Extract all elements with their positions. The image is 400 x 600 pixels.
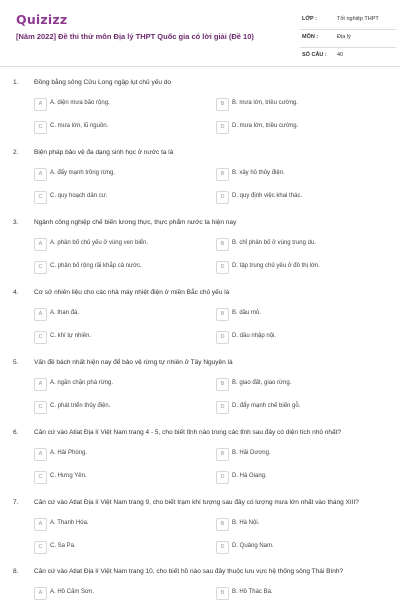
option-text: D. tập trung chủ yếu ở đô thị lớn. bbox=[232, 263, 320, 269]
option-letter-box: A bbox=[34, 587, 47, 600]
option-a[interactable] bbox=[34, 448, 204, 461]
option-b[interactable] bbox=[216, 448, 386, 461]
option-b[interactable] bbox=[216, 378, 386, 391]
option-text: B. mưa lớn, triều cường. bbox=[232, 100, 298, 106]
option-b[interactable] bbox=[216, 518, 386, 531]
option-letter-box: C bbox=[34, 541, 47, 554]
option-letter-box: D bbox=[216, 121, 229, 134]
option-letter-box: B bbox=[216, 98, 229, 111]
option-letter-box: B bbox=[216, 378, 229, 391]
option-b[interactable] bbox=[216, 587, 386, 600]
option-text: D. Hà Giang. bbox=[232, 473, 267, 479]
question-number: 3. bbox=[13, 219, 19, 226]
option-a[interactable] bbox=[34, 378, 204, 391]
option-text: C. mưa lớn, lũ nguồn. bbox=[50, 123, 109, 129]
option-text: A. Hồ Cấm Sơn. bbox=[50, 589, 94, 595]
option-text: B. Hà Nội. bbox=[232, 520, 260, 526]
question-number: 5. bbox=[13, 359, 19, 366]
meta-row-subject bbox=[300, 30, 396, 48]
option-a[interactable] bbox=[34, 168, 204, 181]
question-item bbox=[0, 149, 400, 219]
option-letter-box: B bbox=[216, 518, 229, 531]
option-text: D. đẩy mạnh chế biến gỗ. bbox=[232, 403, 301, 409]
option-a[interactable] bbox=[34, 98, 204, 111]
option-letter-box: C bbox=[34, 331, 47, 344]
option-text: A. diện mưa bão rộng. bbox=[50, 100, 110, 106]
option-d[interactable] bbox=[216, 541, 386, 554]
question-number: 4. bbox=[13, 289, 19, 296]
option-c[interactable] bbox=[34, 261, 204, 274]
option-d[interactable] bbox=[216, 471, 386, 484]
option-text: B. giao đất, giao rừng. bbox=[232, 380, 292, 386]
question-text: Căn cứ vào Atlat Địa lí Việt Nam trang 10, cho biết hồ nào sau đây thuộc lưu vực hệ thống sông Thái Bình? bbox=[34, 568, 344, 575]
option-text: D. dầu nhập nội. bbox=[232, 333, 277, 339]
option-d[interactable] bbox=[216, 261, 386, 274]
option-letter-box: A bbox=[34, 308, 47, 321]
option-letter-box: A bbox=[34, 98, 47, 111]
option-letter-box: B bbox=[216, 238, 229, 251]
option-letter-box: D bbox=[216, 191, 229, 204]
option-text: D. mưa lớn, triều cường. bbox=[232, 123, 299, 129]
question-number: 2. bbox=[13, 149, 19, 156]
page-header bbox=[0, 0, 400, 66]
option-c[interactable] bbox=[34, 541, 204, 554]
question-text: Đồng bằng sông Cửu Long ngập lụt chủ yếu do bbox=[34, 79, 171, 86]
option-text: A. đẩy mạnh trồng rừng. bbox=[50, 170, 116, 176]
option-letter-box: B bbox=[216, 308, 229, 321]
question-item bbox=[0, 429, 400, 499]
question-item bbox=[0, 289, 400, 359]
option-d[interactable] bbox=[216, 121, 386, 134]
option-text: C. Hưng Yên. bbox=[50, 473, 87, 479]
option-text: C. quy hoạch dân cư. bbox=[50, 193, 108, 199]
option-letter-box: A bbox=[34, 168, 47, 181]
option-letter-box: C bbox=[34, 121, 47, 134]
meta-label: MÔN : bbox=[302, 34, 319, 40]
question-item bbox=[0, 359, 400, 429]
question-text: Biện pháp bảo vệ đa dạng sinh học ở nước ta là bbox=[34, 149, 174, 156]
meta-value: 40 bbox=[337, 52, 344, 58]
option-text: A. Hải Phòng. bbox=[50, 450, 88, 456]
option-text: C. phân bố rộng rãi khắp cả nước. bbox=[50, 263, 142, 269]
question-number: 7. bbox=[13, 499, 19, 506]
header-divider bbox=[0, 66, 400, 67]
option-a[interactable] bbox=[34, 238, 204, 251]
option-b[interactable] bbox=[216, 168, 386, 181]
option-letter-box: C bbox=[34, 471, 47, 484]
option-text: D. quy định việc khai thác. bbox=[232, 193, 303, 199]
question-item bbox=[0, 219, 400, 289]
quizizz-logo: Quizizz bbox=[16, 12, 68, 27]
option-c[interactable] bbox=[34, 471, 204, 484]
question-text: Cơ sở nhiên liệu cho các nhà máy nhiệt điện ở miền Bắc chủ yếu là bbox=[34, 289, 230, 296]
question-text: Căn cứ vào Atlat Địa lí Việt Nam trang 4 - 5, cho biết tỉnh nào trong các tỉnh sau đây có diện tích nhỏ nhất? bbox=[34, 429, 342, 436]
option-letter-box: D bbox=[216, 401, 229, 414]
question-item bbox=[0, 79, 400, 149]
option-letter-box: A bbox=[34, 378, 47, 391]
option-letter-box: C bbox=[34, 261, 47, 274]
meta-label: LỚP : bbox=[302, 16, 317, 22]
option-letter-box: D bbox=[216, 261, 229, 274]
option-c[interactable] bbox=[34, 331, 204, 344]
question-text: Căn cứ vào Atlat Địa lí Việt Nam trang 9, cho biết trạm khí tượng sau đây có lượng mưa lớn nhất vào tháng XIII? bbox=[34, 499, 359, 506]
option-d[interactable] bbox=[216, 191, 386, 204]
option-c[interactable] bbox=[34, 191, 204, 204]
option-b[interactable] bbox=[216, 98, 386, 111]
question-text: Ngành công nghiệp chế biến lương thực, thực phẩm nước ta hiện nay bbox=[34, 219, 237, 226]
question-number: 8. bbox=[13, 568, 19, 575]
document-title: [Năm 2022] Đề thi thử môn Địa lý THPT Quốc gia có lời giải (Đề 10) bbox=[16, 32, 254, 41]
option-d[interactable] bbox=[216, 331, 386, 344]
meta-row-question-count bbox=[300, 48, 396, 65]
option-letter-box: C bbox=[34, 401, 47, 414]
option-letter-box: C bbox=[34, 191, 47, 204]
meta-label: SỐ CÂU : bbox=[302, 52, 327, 58]
option-letter-box: B bbox=[216, 448, 229, 461]
option-text: C. phát triển thủy điện. bbox=[50, 403, 111, 409]
option-text: A. Thanh Hóa. bbox=[50, 520, 89, 526]
question-text: Vấn đề bách nhất hiện nay để bảo vệ rừng tự nhiên ở Tây Nguyên là bbox=[34, 359, 233, 366]
option-d[interactable] bbox=[216, 401, 386, 414]
question-number: 1. bbox=[13, 79, 19, 86]
option-a[interactable] bbox=[34, 518, 204, 531]
option-text: C. Sa Pa. bbox=[50, 543, 76, 549]
option-a[interactable] bbox=[34, 587, 204, 600]
meta-panel bbox=[300, 12, 396, 65]
option-letter-box: D bbox=[216, 541, 229, 554]
option-text: A. phân bố chủ yếu ở vùng ven biển. bbox=[50, 240, 149, 246]
option-b[interactable] bbox=[216, 238, 386, 251]
option-letter-box: B bbox=[216, 168, 229, 181]
option-letter-box: A bbox=[34, 518, 47, 531]
question-item bbox=[0, 568, 400, 600]
option-c[interactable] bbox=[34, 121, 204, 134]
option-text: B. chỉ phân bố ở vùng trung du. bbox=[232, 240, 316, 246]
option-text: A. than đá. bbox=[50, 310, 80, 316]
option-letter-box: A bbox=[34, 448, 47, 461]
option-text: B. Hải Dương. bbox=[232, 450, 271, 456]
option-letter-box: A bbox=[34, 238, 47, 251]
option-text: C. khí tự nhiên. bbox=[50, 333, 92, 339]
question-number: 6. bbox=[13, 429, 19, 436]
option-text: B. dầu mỏ. bbox=[232, 310, 262, 316]
meta-value: Địa lý bbox=[337, 34, 351, 40]
option-letter-box: D bbox=[216, 471, 229, 484]
option-c[interactable] bbox=[34, 401, 204, 414]
option-letter-box: D bbox=[216, 331, 229, 344]
option-text: B. Hồ Thác Bà. bbox=[232, 589, 273, 595]
option-text: B. xây hồ thủy điện. bbox=[232, 170, 285, 176]
meta-row-class bbox=[300, 12, 396, 30]
option-text: D. Quảng Nam. bbox=[232, 543, 274, 549]
option-text: A. ngăn chặn phá rừng. bbox=[50, 380, 114, 386]
question-item bbox=[0, 499, 400, 569]
meta-value: Tốt nghiệp THPT bbox=[337, 16, 379, 22]
option-b[interactable] bbox=[216, 308, 386, 321]
option-letter-box: B bbox=[216, 587, 229, 600]
option-a[interactable] bbox=[34, 308, 204, 321]
